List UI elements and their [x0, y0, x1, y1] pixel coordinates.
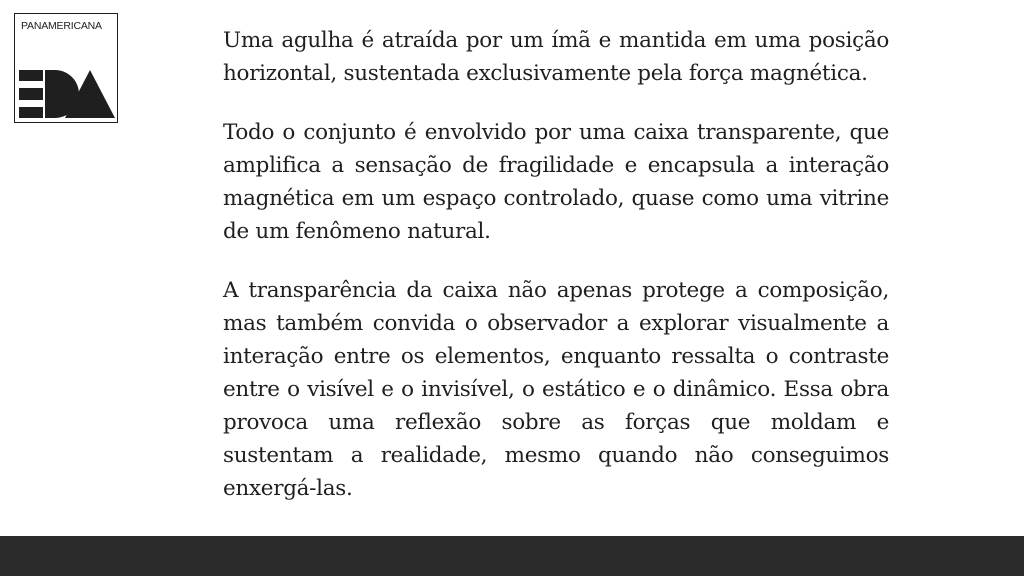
logo-wordmark: PANAMERICANA — [21, 20, 102, 32]
paragraph-1: Uma agulha é atraída por um ímã e mantida em uma posição horizontal, sustentada exclusivamente pela força magnética. — [223, 28, 889, 86]
text-content — [223, 24, 889, 531]
paragraph-3: A transparência da caixa não apenas protege a composição, mas também convida o observador a explorar visualmente a interação entre os elementos, enquanto ressalta o contraste entre o visível e o invisível, o estático e o dinâmico. Essa obra provoca uma reflexão sobre as forças que moldam e sustentam a realidade, mesmo quando não conseguimos enxergá-las. — [223, 278, 889, 501]
footer-bar — [0, 536, 1024, 576]
logo-mark-icon — [19, 70, 115, 118]
brand-logo — [14, 13, 118, 123]
paragraph-2: Todo o conjunto é envolvido por uma caixa transparente, que amplifica a sensação de fragilidade e encapsula a interação magnética em um espaço controlado, quase como uma vitrine de um fenômeno natural. — [223, 120, 889, 244]
